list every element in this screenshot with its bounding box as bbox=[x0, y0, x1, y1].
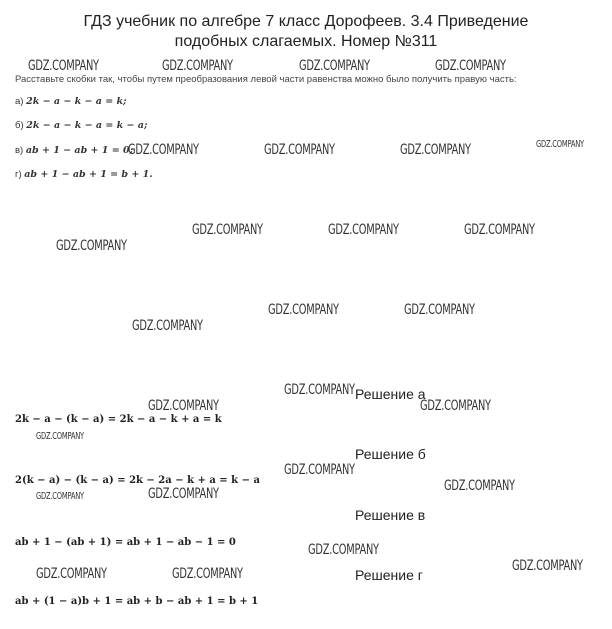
watermark: GDZ.COMPANY bbox=[36, 566, 107, 582]
watermark: GDZ.COMPANY bbox=[148, 398, 219, 414]
watermark: GDZ.COMPANY bbox=[328, 222, 399, 238]
solution-heading-b: Решение б bbox=[355, 446, 426, 462]
solution-formula-b: 2(k − a) − (k − a) = 2k − 2a − k + a = k − a bbox=[15, 475, 260, 486]
watermark: GDZ.COMPANY bbox=[299, 58, 370, 74]
watermark: GDZ.COMPANY bbox=[435, 58, 506, 74]
watermark: GDZ.COMPANY bbox=[284, 462, 355, 478]
task-item-label: а) bbox=[15, 96, 24, 107]
watermark: GDZ.COMPANY bbox=[128, 142, 199, 158]
task-item-label: б) bbox=[15, 120, 24, 131]
watermark: GDZ.COMPANY bbox=[404, 302, 475, 318]
task-item-expr: ab + 1 − ab + 1 = b + 1. bbox=[24, 169, 153, 180]
solution-heading-g: Решение г bbox=[355, 567, 423, 583]
watermark: GDZ.COMPANY bbox=[192, 222, 263, 238]
watermark: GDZ.COMPANY bbox=[536, 139, 584, 150]
watermark: GDZ.COMPANY bbox=[400, 142, 471, 158]
solution-formula-v: ab + 1 − (ab + 1) = ab + 1 − ab − 1 = 0 bbox=[15, 537, 236, 548]
page-title-line2: подобных слагаемых. Номер №311 bbox=[174, 33, 438, 50]
watermark: GDZ.COMPANY bbox=[444, 478, 515, 494]
task-item-v bbox=[15, 145, 133, 156]
task-item-a bbox=[15, 96, 127, 107]
solution-heading-v: Решение в bbox=[355, 507, 426, 523]
watermark: GDZ.COMPANY bbox=[172, 566, 243, 582]
watermark: GDZ.COMPANY bbox=[464, 222, 535, 238]
task-item-expr: 2k − a − k − a = k − a; bbox=[26, 120, 148, 131]
watermark: GDZ.COMPANY bbox=[132, 318, 203, 334]
solution-heading-a: Решение а bbox=[355, 386, 426, 402]
task-item-label: г) bbox=[15, 169, 22, 180]
page-title-line1: ГДЗ учебник по алгебре 7 класс Дорофеев. 3.4 Приведение bbox=[83, 13, 529, 30]
watermark: GDZ.COMPANY bbox=[264, 142, 335, 158]
watermark: GDZ.COMPANY bbox=[284, 382, 355, 398]
watermark: GDZ.COMPANY bbox=[512, 558, 583, 574]
page-title bbox=[0, 12, 612, 52]
watermark: GDZ.COMPANY bbox=[36, 431, 84, 442]
watermark: GDZ.COMPANY bbox=[56, 238, 127, 254]
solution-formula-g: ab + (1 − a)b + 1 = ab + b − ab + 1 = b + 1 bbox=[15, 596, 259, 607]
watermark: GDZ.COMPANY bbox=[420, 398, 491, 414]
task-item-expr: ab + 1 − ab + 1 = 0; bbox=[25, 145, 134, 156]
task-item-b bbox=[15, 120, 147, 131]
watermark: GDZ.COMPANY bbox=[268, 302, 339, 318]
task-item-expr: 2k − a − k − a = k; bbox=[26, 96, 127, 107]
watermark: GDZ.COMPANY bbox=[308, 542, 379, 558]
watermark: GDZ.COMPANY bbox=[36, 491, 84, 502]
watermark: GDZ.COMPANY bbox=[148, 486, 219, 502]
watermark: GDZ.COMPANY bbox=[28, 58, 99, 74]
task-item-g bbox=[15, 169, 153, 180]
watermark: GDZ.COMPANY bbox=[162, 58, 233, 74]
solution-formula-a: 2k − a − (k − a) = 2k − a − k + a = k bbox=[15, 414, 222, 425]
task-text: Расставьте скобки так, чтобы путем преобразования левой части равенства можно было получить правую часть: bbox=[15, 74, 517, 85]
task-item-label: в) bbox=[15, 145, 24, 156]
